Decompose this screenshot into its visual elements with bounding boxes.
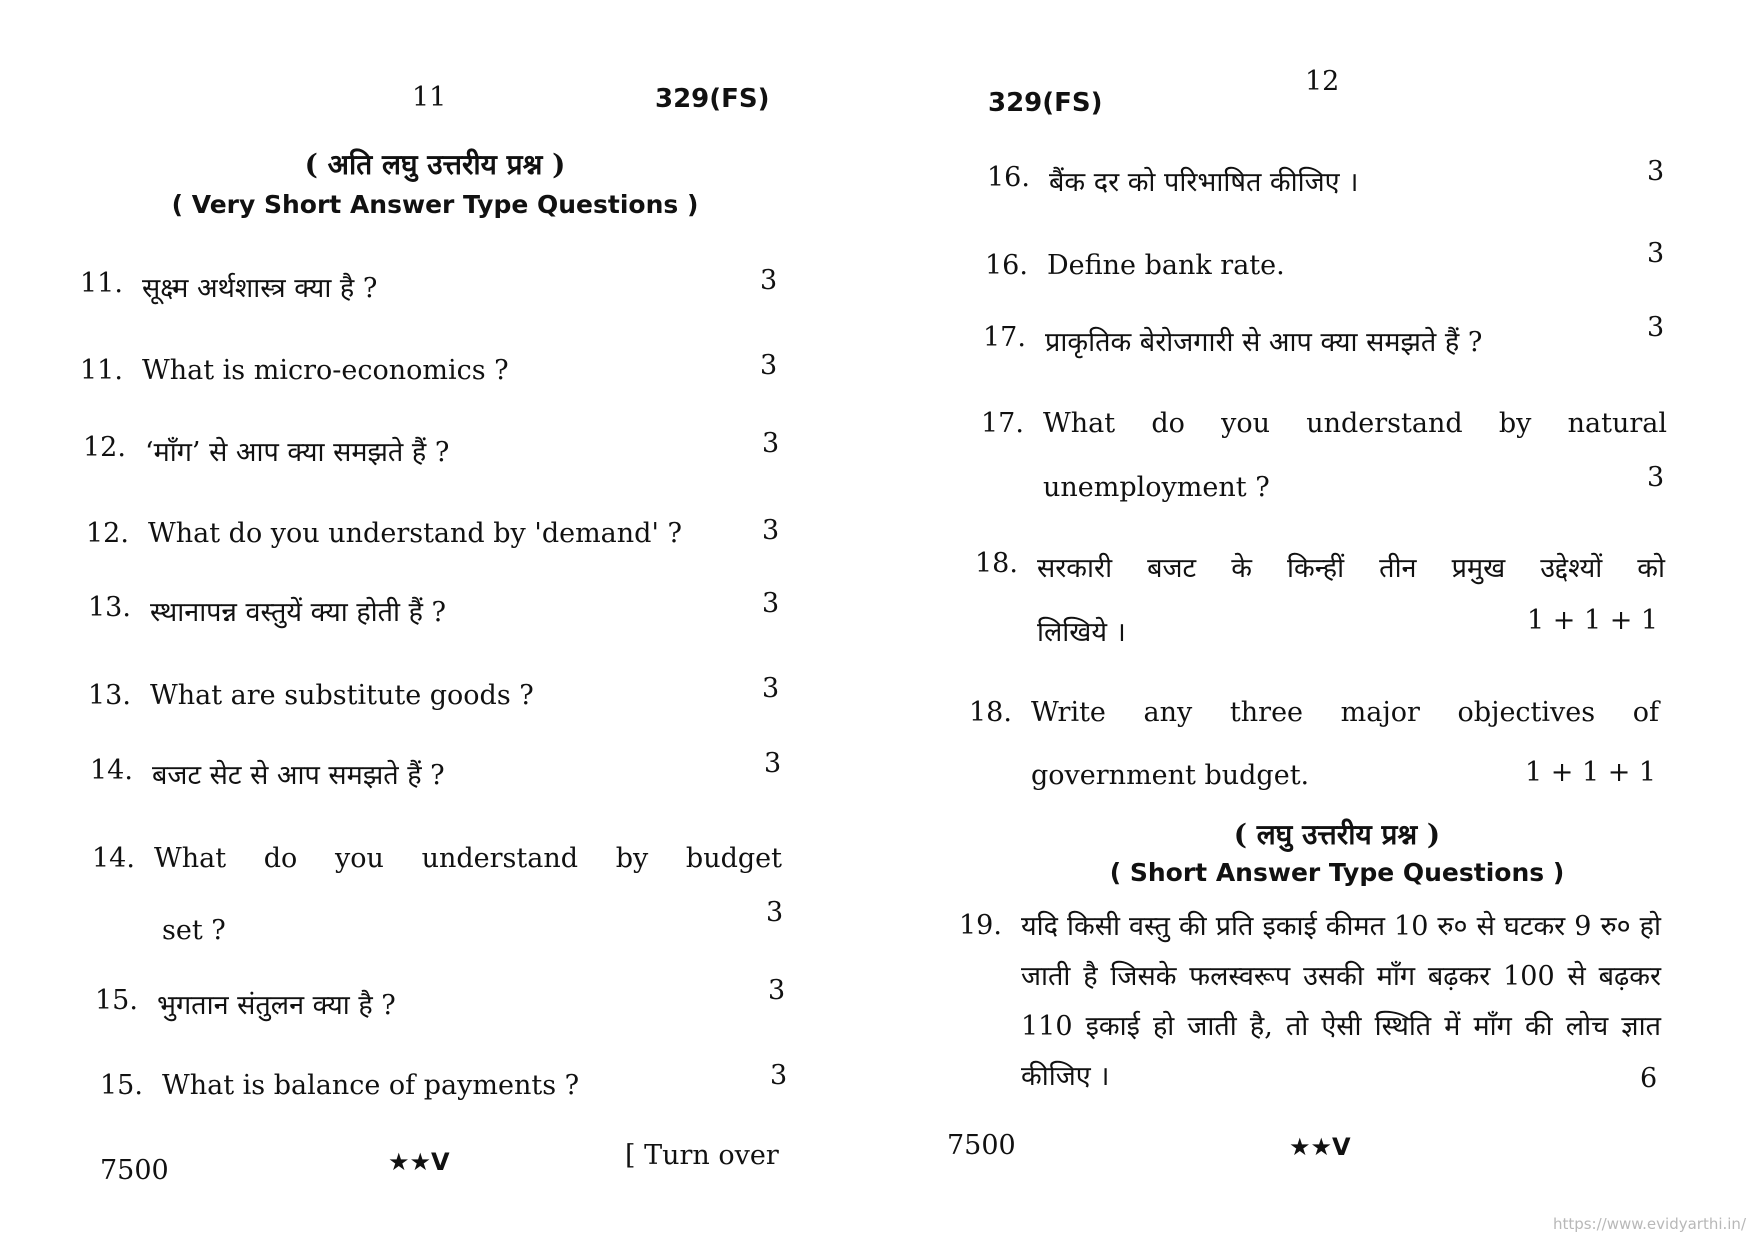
- question-number: 14.: [90, 755, 133, 786]
- question-marks: 3: [762, 515, 780, 546]
- question-text: सरकारी बजट के किन्हीं तीन प्रमुख उद्देश्यों को: [1037, 553, 1665, 584]
- question-item: [80, 355, 680, 386]
- footer-count: 7500: [100, 1155, 169, 1186]
- question-number: 16.: [987, 162, 1030, 193]
- question-marks: 3: [762, 673, 780, 704]
- question-text-continued: government budget.: [1031, 760, 1310, 791]
- question-text: Write any three major objectives of: [1031, 697, 1659, 728]
- question-marks: 3: [1647, 156, 1665, 187]
- question-text: What do you understand by 'demand' ?: [148, 518, 682, 549]
- footer-count: 7500: [947, 1130, 1016, 1161]
- question-marks: 3: [1647, 238, 1665, 269]
- question-text: What are substitute goods ?: [150, 680, 534, 711]
- right-page: [877, 0, 1754, 1241]
- question-marks: 3: [764, 748, 782, 779]
- question-text: सूक्ष्म अर्थशास्त्र क्या है ?: [142, 273, 378, 304]
- question-marks: 1 + 1 + 1: [1525, 757, 1657, 788]
- question-item: [83, 432, 683, 469]
- watermark: https://www.evidyarthi.in/: [1552, 1215, 1746, 1233]
- question-text: बजट सेट से आप समझते हैं ?: [152, 760, 445, 791]
- turn-over: [ Turn over: [625, 1140, 779, 1171]
- question-item: [80, 268, 640, 305]
- question-item: [88, 592, 688, 629]
- question-item: [86, 518, 766, 549]
- question-number: 13.: [88, 592, 131, 623]
- question-item: [981, 408, 1667, 439]
- question-marks: 3: [766, 897, 784, 928]
- question-item: [90, 755, 690, 792]
- question-number: 19.: [959, 910, 1002, 941]
- question-number: 12.: [83, 432, 126, 463]
- page-number: 11: [412, 82, 447, 113]
- question-number: 11.: [80, 268, 123, 299]
- question-number: 15.: [100, 1070, 143, 1101]
- question-marks: 3: [762, 428, 780, 459]
- question-number: 14.: [92, 843, 135, 874]
- question-item: [969, 697, 1659, 728]
- question-text: बैंक दर को परिभाषित कीजिए ।: [1049, 167, 1359, 198]
- question-number: 17.: [981, 408, 1024, 439]
- question-number: 16.: [985, 250, 1028, 281]
- question-text: What is micro-economics ?: [142, 355, 509, 386]
- question-item: [983, 322, 1623, 359]
- paper-code: 329(FS): [988, 88, 1103, 118]
- question-number: 15.: [95, 985, 138, 1016]
- question-marks: 3: [762, 588, 780, 619]
- question-text: What is balance of payments ?: [162, 1070, 580, 1101]
- section-heading-hindi: ( अति लघु उत्तरीय प्रश्न ): [304, 148, 566, 181]
- footer-mark: ★★V: [1289, 1133, 1351, 1161]
- question-number: 12.: [86, 518, 129, 549]
- section-heading-hindi: ( लघु उत्तरीय प्रश्न ): [1233, 818, 1441, 851]
- page-number: 12: [1305, 66, 1340, 97]
- question-item: [985, 250, 1565, 281]
- question-text: ‘माँग’ से आप क्या समझते हैं ?: [145, 437, 450, 468]
- question-item: [987, 162, 1567, 199]
- question-marks: 3: [768, 975, 786, 1006]
- question-marks: 3: [760, 265, 778, 296]
- question-number: 13.: [88, 680, 131, 711]
- question-text-continued: set ?: [162, 915, 226, 946]
- question-text: भुगतान संतुलन क्या है ?: [157, 990, 396, 1021]
- question-item: [100, 1070, 720, 1101]
- question-item: [92, 843, 782, 874]
- question-number: 18.: [975, 548, 1018, 579]
- question-marks: 6: [1640, 1063, 1658, 1094]
- question-text: स्थानापन्न वस्तुयें क्या होती हैं ?: [150, 597, 447, 628]
- question-text: प्राकृतिक बेरोजगारी से आप क्या समझते हैं ?: [1045, 327, 1483, 358]
- question-text-continued: लिखिये ।: [1037, 617, 1126, 648]
- question-marks: 1 + 1 + 1: [1527, 605, 1659, 636]
- question-text: What do you understand by natural: [1043, 408, 1667, 439]
- question-text: Define bank rate.: [1047, 250, 1285, 281]
- question-number: 17.: [983, 322, 1026, 353]
- question-text-continued: unemployment ?: [1043, 472, 1270, 503]
- question-marks: 3: [760, 350, 778, 381]
- question-number: 18.: [969, 697, 1012, 728]
- question-number: 11.: [80, 355, 123, 386]
- question-marks: 3: [770, 1060, 788, 1091]
- section-heading-english: ( Very Short Answer Type Questions ): [171, 190, 699, 219]
- question-item: [975, 548, 1665, 585]
- question-item: [88, 680, 688, 711]
- paper-code: 329(FS): [655, 84, 770, 114]
- footer-mark: ★★V: [388, 1148, 450, 1176]
- question-marks: 3: [1647, 462, 1665, 493]
- question-text: What do you understand by budget: [154, 843, 782, 874]
- question-text: यदि किसी वस्तु की प्रति इकाई कीमत 10 रु० से घटकर 9 रु० हो जाती है जिसके फलस्वरूप उसकी माँग बढ़कर 100 से बढ़कर 110 इकाई हो जाती है, तो ऐसी स्थिति में माँग की लोच ज्ञात कीजिए ।: [1021, 911, 1661, 1092]
- question-marks: 3: [1647, 312, 1665, 343]
- question-item: [95, 985, 695, 1022]
- section-heading-english: ( Short Answer Type Questions ): [1109, 858, 1565, 887]
